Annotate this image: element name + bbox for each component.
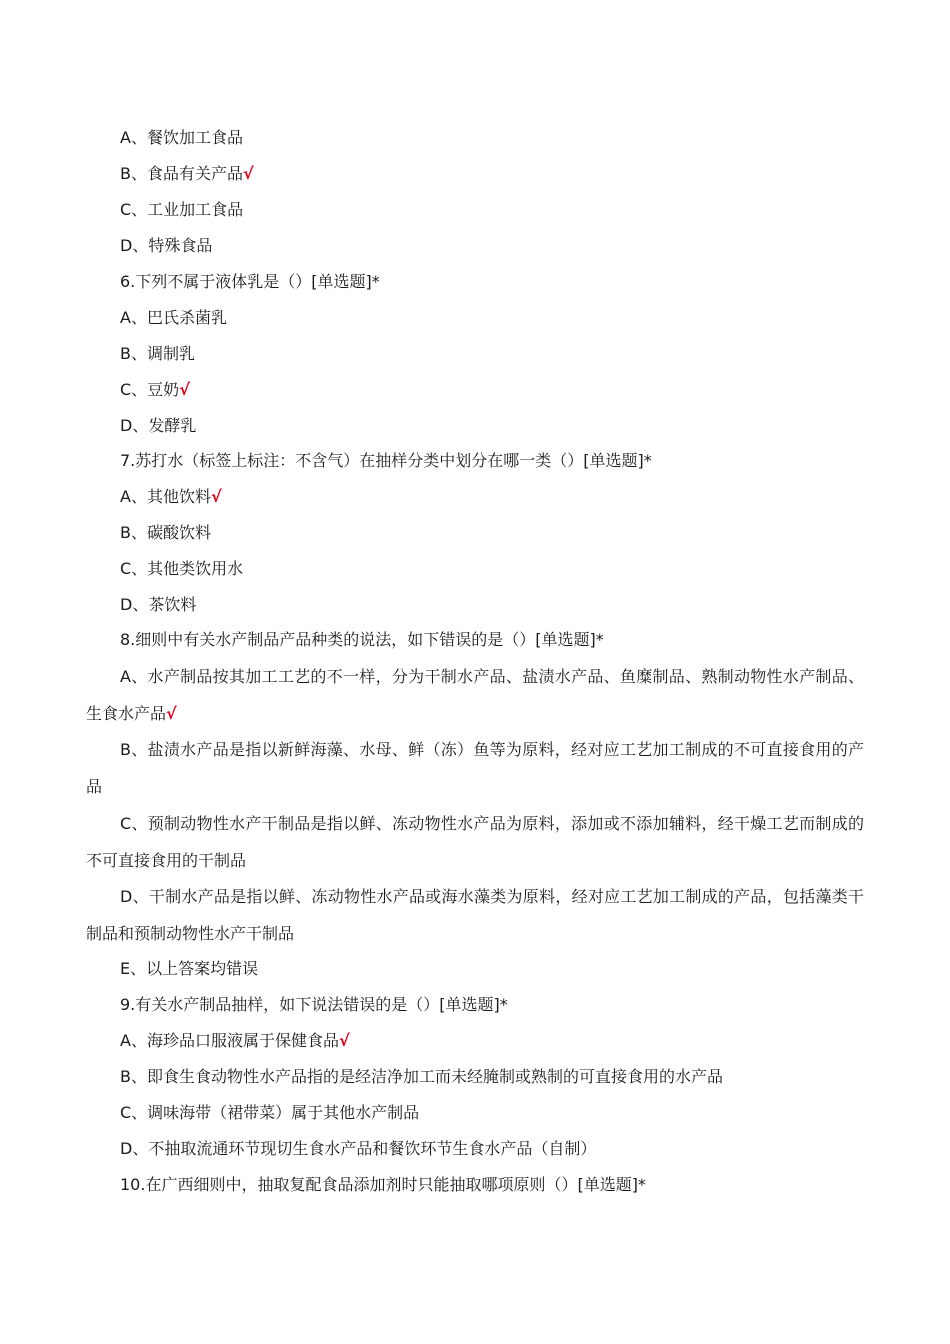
option-6c: C、豆奶√ xyxy=(120,380,190,399)
correct-check-mark: √ xyxy=(166,704,177,723)
option-9c: C、调味海带（裙带菜）属于其他水产制品 xyxy=(120,1103,420,1122)
question-6: 6.下列不属于液体乳是（）[单选题]* xyxy=(120,272,380,291)
option-6b: B、调制乳 xyxy=(120,344,195,363)
option-5c: C、工业加工食品 xyxy=(120,200,244,219)
correct-check-mark: √ xyxy=(338,1031,350,1050)
option-5b: B、食品有关产品√ xyxy=(120,164,254,183)
option-8e: E、以上答案均错误 xyxy=(120,959,259,978)
option-7d: D、茶饮料 xyxy=(120,595,197,614)
option-8c: C、预制动物性水产干制品是指以鲜、冻动物性水产品为原料，添加或不添加辅料，经干燥工艺而制成的不可直接食用的干制品 xyxy=(86,814,864,870)
option-8a: A、水产制品按其加工工艺的不一样，分为干制水产品、盐渍水产品、鱼糜制品、熟制动物性水产制品、生食水产品√ xyxy=(86,667,864,723)
option-8d: D、干制水产品是指以鲜、冻动物性水产品或海水藻类为原料，经对应工艺加工制成的产品，包括藻类干制品和预制动物性水产干制品 xyxy=(86,887,864,943)
question-10: 10.在广西细则中，抽取复配食品添加剂时只能抽取哪项原则（）[单选题]* xyxy=(120,1175,646,1194)
correct-check-mark: √ xyxy=(210,487,222,506)
option-7b: B、碳酸饮料 xyxy=(120,523,211,542)
question-8: 8.细则中有关水产制品产品种类的说法，如下错误的是（）[单选题]* xyxy=(120,630,604,649)
question-7: 7.苏打水（标签上标注：不含气）在抽样分类中划分在哪一类（）[单选题]* xyxy=(120,451,652,470)
option-9b: B、即食生食动物性水产品指的是经洁净加工而未经腌制或熟制的可直接食用的水产品 xyxy=(120,1067,723,1086)
option-7a: A、其他饮料√ xyxy=(120,487,222,506)
option-6a: A、巴氏杀菌乳 xyxy=(120,308,227,327)
option-5a: A、餐饮加工食品 xyxy=(120,128,243,147)
question-9: 9.有关水产制品抽样，如下说法错误的是（）[单选题]* xyxy=(120,995,508,1014)
correct-check-mark: √ xyxy=(242,164,254,183)
option-5d: D、特殊食品 xyxy=(120,236,213,255)
option-8b: B、盐渍水产品是指以新鲜海藻、水母、鲜（冻）鱼等为原料，经对应工艺加工制成的不可直接食用的产品 xyxy=(86,740,864,796)
option-6d: D、发酵乳 xyxy=(120,416,197,435)
option-9a: A、海珍品口服液属于保健食品√ xyxy=(120,1031,350,1050)
correct-check-mark: √ xyxy=(179,380,190,399)
option-9d: D、不抽取流通环节现切生食水产品和餐饮环节生食水产品（自制） xyxy=(120,1139,597,1158)
option-7c: C、其他类饮用水 xyxy=(120,559,244,578)
